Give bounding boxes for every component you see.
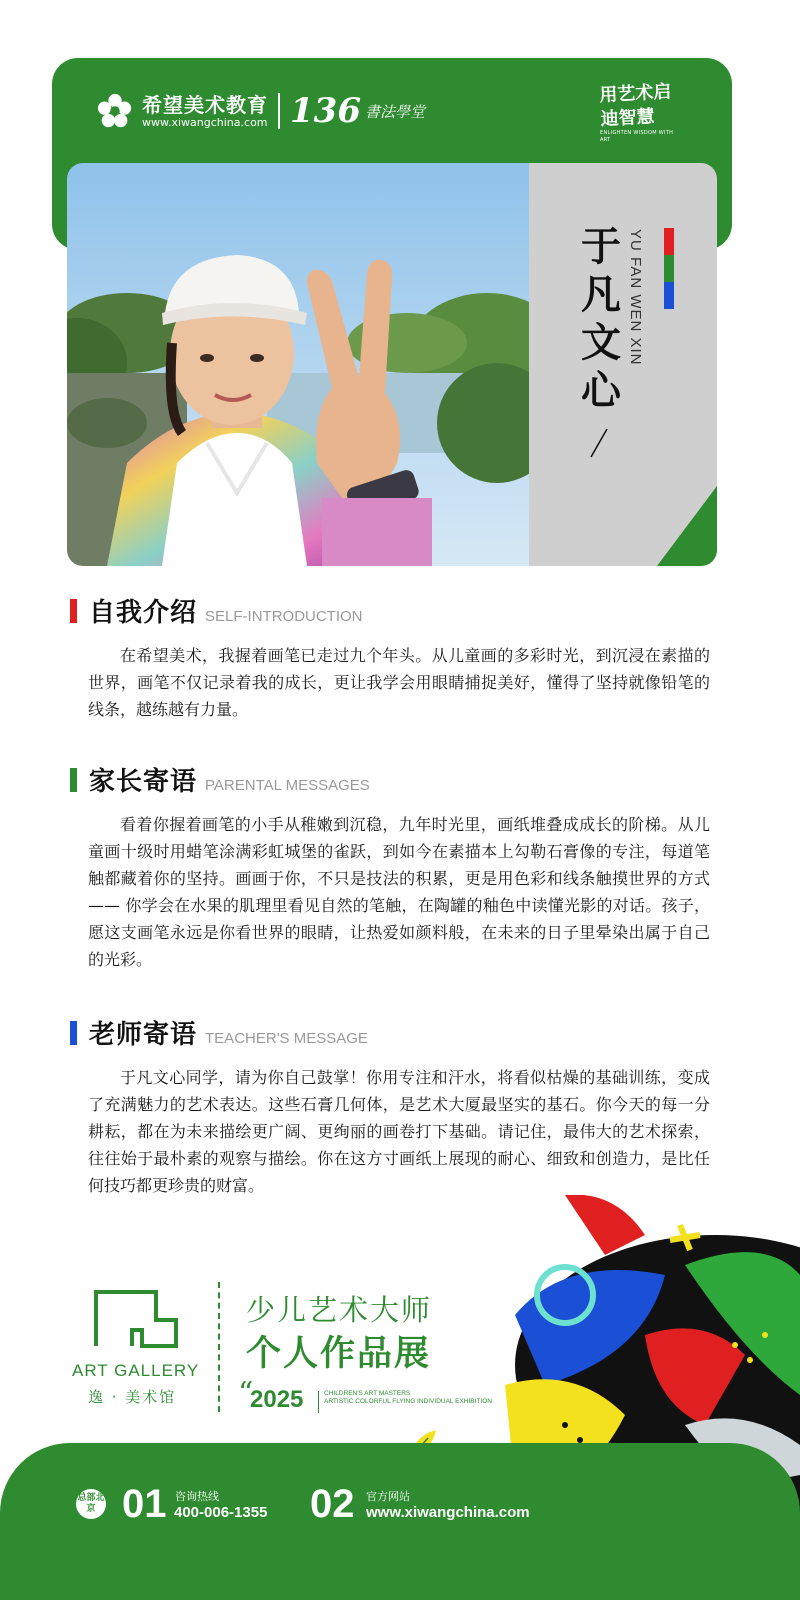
section-marker: [70, 599, 77, 623]
section-teacher-heading: [70, 1014, 368, 1051]
slogan-cn: 用艺术启迪智慧: [598, 81, 672, 131]
hq-badge: 总部北京: [76, 1489, 106, 1519]
section-self-intro-heading: [70, 592, 363, 629]
student-name-en: YU FAN WEN XIN: [627, 229, 644, 366]
brand-flower-icon: [96, 92, 134, 130]
student-photo: [67, 163, 530, 566]
website-label: 官方网站: [366, 1490, 410, 1503]
hotline-value[interactable]: 400-006-1355: [174, 1504, 268, 1521]
section-parent-heading: [70, 761, 370, 798]
section-marker: [70, 1021, 77, 1045]
hotline-number-index: 01: [122, 1482, 167, 1526]
exhibition-title-line2: 个人作品展: [246, 1334, 432, 1374]
tricolor-bar: [664, 228, 674, 310]
brand-divider: [278, 93, 280, 129]
green-corner-decoration: [657, 486, 717, 566]
student-photo-illustration: [67, 163, 530, 566]
name-panel: [529, 163, 717, 566]
section-teacher-body: 于凡文心同学，请为你自己鼓掌！你用专注和汗水，将看似枯燥的基础训练，变成了充满魅力的艺术表达。这些石膏几何体，是艺术大厦最坚实的基石。你今天的每一分耕耘，都在为未来描绘更广阔、更绚丽的画卷打下基础。请记住，最伟大的艺术探索，往往始于最朴素的观察与描绘。你在这方寸画纸上展现的耐心、细致和创造力，是比任何技巧都更珍贵的财富。: [88, 1068, 710, 1195]
slogan-en: ENLIGHTEN WISDOM WITH ART: [600, 130, 674, 143]
exhibition-year: 2025: [250, 1386, 304, 1413]
section-self-intro-body: 在希望美术，我握着画笔已走过九个年头。从儿童画的多彩时光，到沉浸在素描的世界，画笔不仅记录着我的成长，更让我学会用眼睛捕捉美好，懂得了坚持就像铅笔的线条，越练越有力量。: [88, 646, 710, 719]
quote-mark-icon: “: [238, 1376, 254, 1411]
student-name-cn: 于凡文心: [581, 224, 621, 414]
website-value[interactable]: www.xiwangchina.com: [366, 1504, 530, 1521]
gallery-logo-icon: [94, 1290, 178, 1348]
exhibition-en-line2: ARTISTIC COLORFUL FLYING INDIVIDUAL EXHIBITION: [324, 1398, 492, 1405]
section-parent-body: 看着你握着画笔的小手从稚嫩到沉稳，九年时光里，画纸堆叠成成长的阶梯。从儿童画十级时用蜡笔涂满彩虹城堡的雀跃，到如今在素描本上勾勒石膏像的专注，每道笔触都藏着你的坚持。画画于你，不只是技法的积累，更是用色彩和线条触摸世界的方式 —— 你学会在水果的肌理里看见自然的笔触，在陶罐的釉色中读懂光影的对话。孩子，愿这支画笔永远是你看世界的眼睛，让热爱如颜料般，在未来的日子里晕染出属于自己的光彩。: [88, 815, 710, 969]
brand-logo-group: [96, 92, 425, 130]
exhibition-title-line1: 少儿艺术大师: [246, 1293, 433, 1327]
dashed-divider: [218, 1282, 220, 1412]
hotline-label: 咨询热线: [175, 1490, 219, 1503]
section-subtitle: TEACHER'S MESSAGE: [205, 1030, 368, 1047]
exhibition-en-line1: CHILDREN'S ART MASTERS: [324, 1390, 411, 1397]
gallery-name-cn: 逸 · 美术馆: [88, 1388, 177, 1406]
section-marker: [70, 768, 77, 792]
section-title: 自我介绍: [89, 598, 198, 628]
section-title: 家长寄语: [89, 767, 198, 797]
sub-brand-number: 136: [290, 91, 361, 131]
year-divider: [318, 1391, 319, 1413]
section-title: 老师寄语: [89, 1020, 198, 1050]
section-subtitle: SELF-INTRODUCTION: [205, 608, 363, 625]
slash-decoration: [589, 428, 609, 458]
slogan-logo: [600, 82, 680, 144]
brand-name: 希望美术教育: [142, 92, 268, 117]
gallery-name-en: ART GALLERY: [72, 1361, 200, 1380]
section-subtitle: PARENTAL MESSAGES: [205, 777, 370, 794]
sub-brand-name: 書法學堂: [364, 102, 425, 121]
exhibition-en-subtitle: [324, 1390, 504, 1406]
footer-bar: [0, 1443, 800, 1600]
brand-url: www.xiwangchina.com: [142, 115, 268, 129]
website-number-index: 02: [310, 1482, 355, 1526]
